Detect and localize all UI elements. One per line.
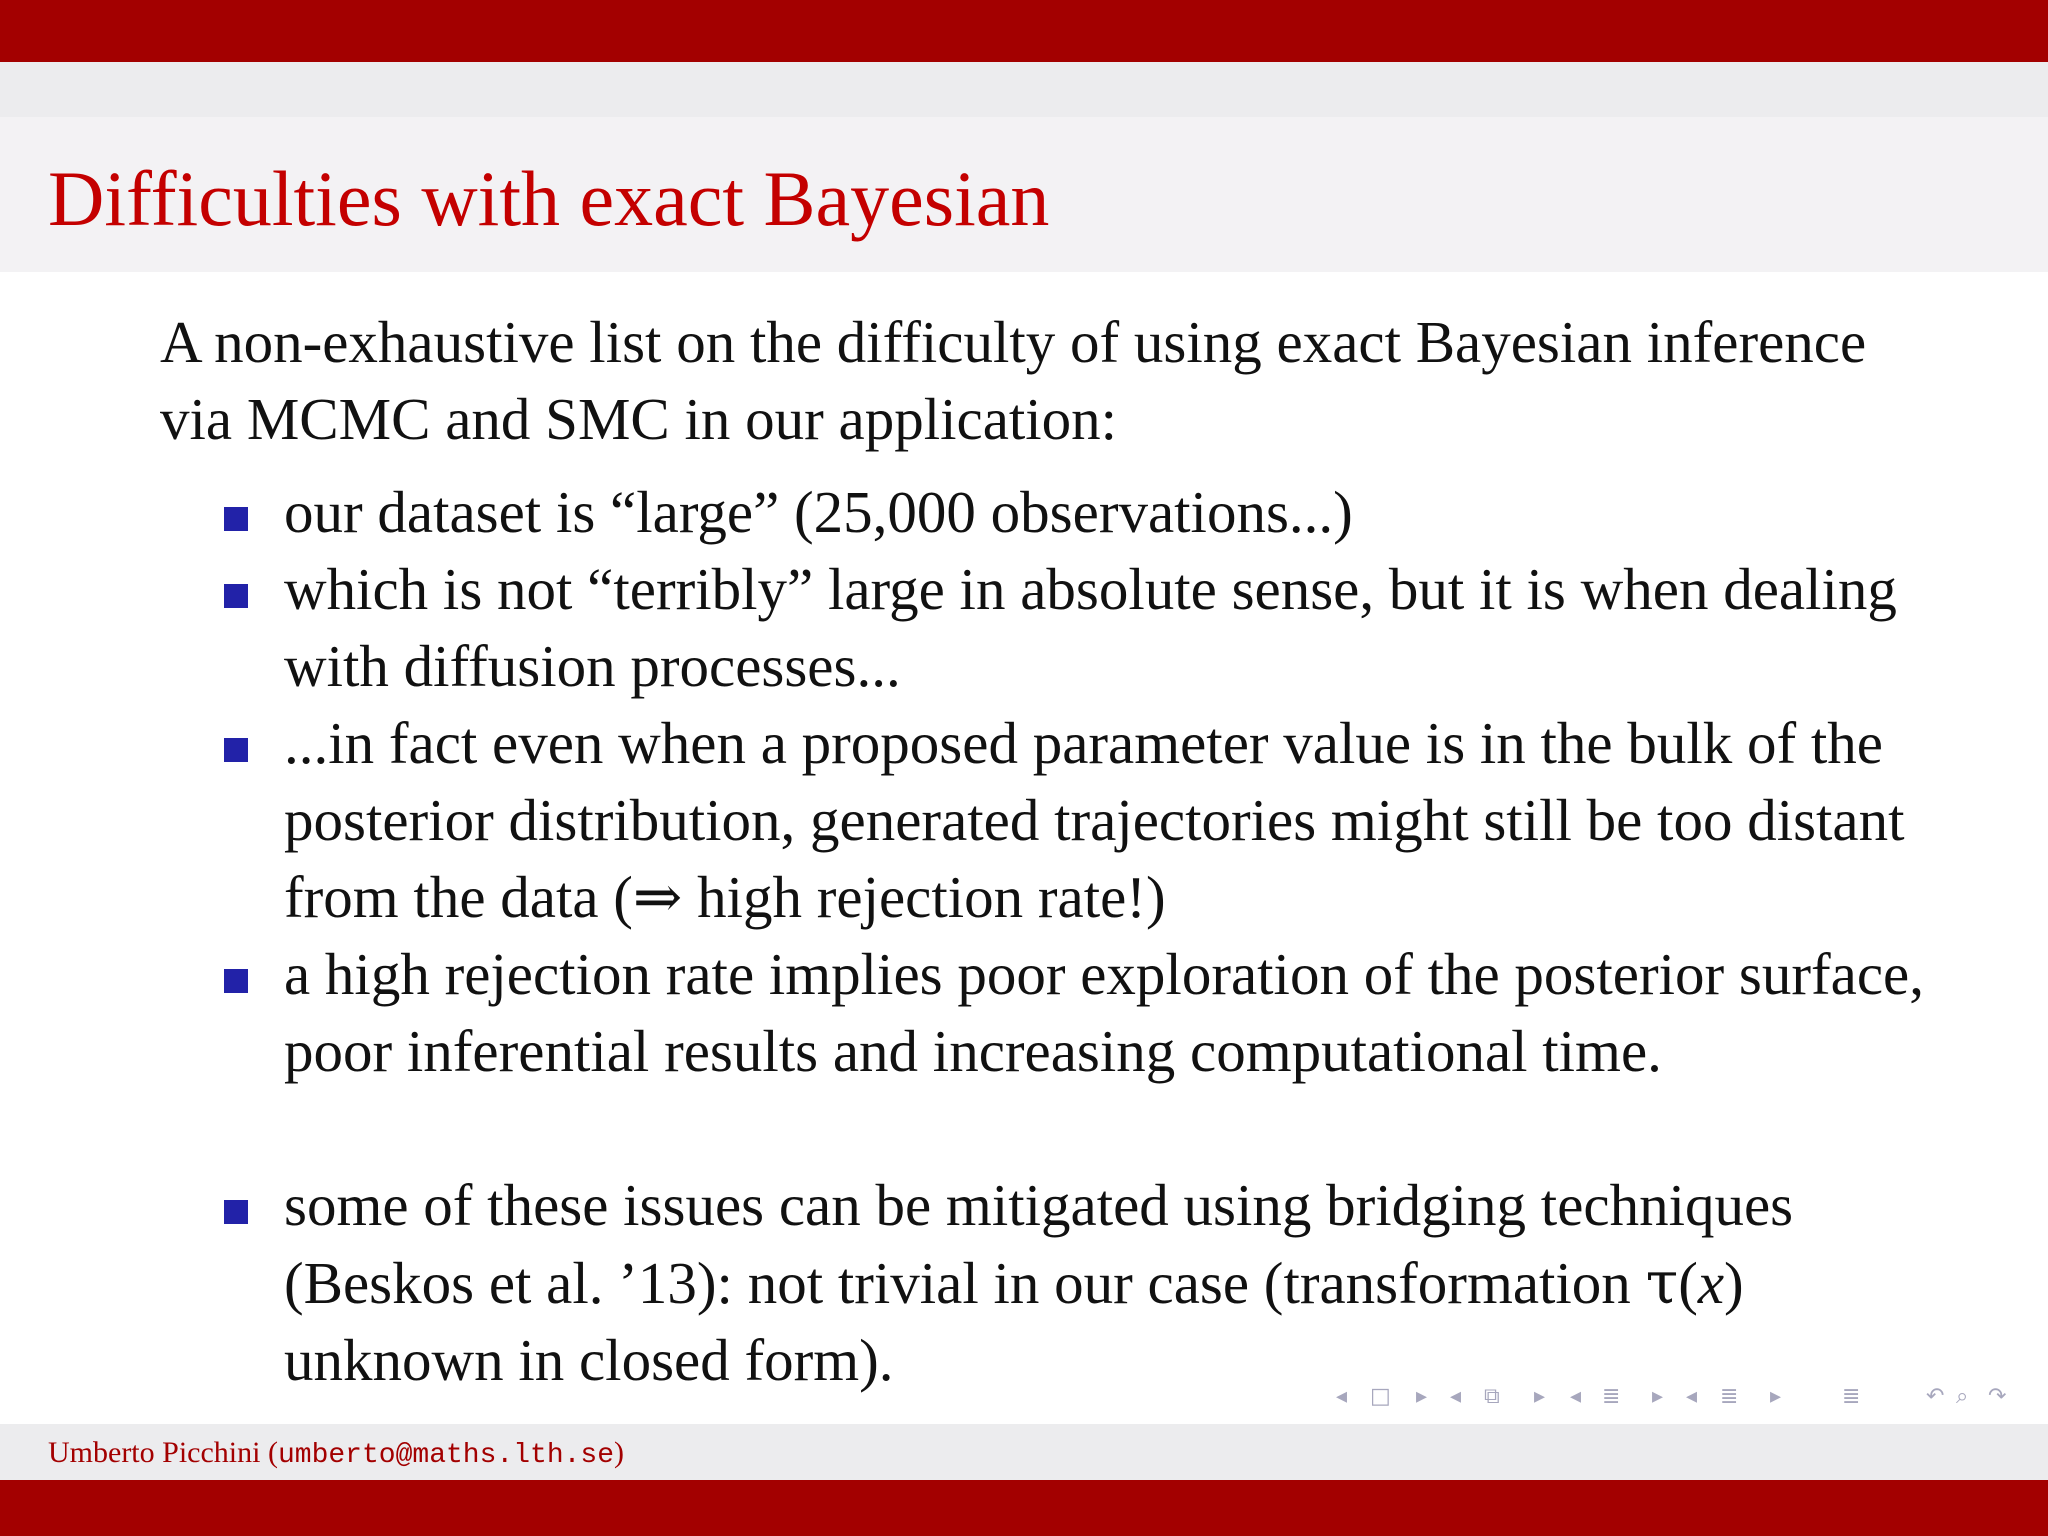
list-item: our dataset is “large” (25,000 observations...) (284, 479, 1353, 545)
nav-slide-icon[interactable]: ⧉ (1484, 1384, 1500, 1409)
bullet-marker (224, 738, 264, 778)
nav-frame-icon[interactable]: □ (1370, 1384, 1391, 1409)
beamer-navigation (1336, 1380, 2036, 1414)
bullet-marker (224, 507, 264, 547)
nav-prev-slide-icon[interactable]: ◂ (1450, 1384, 1462, 1409)
nav-undo-icon[interactable]: ↶ (1926, 1384, 1945, 1409)
list-item: a high rejection rate implies poor exploration of the posterior surface, poor inferential results and increasing computational time. (284, 941, 1924, 1084)
nav-subsection-icon[interactable]: ≣ (1720, 1384, 1739, 1409)
nav-prev-frame-icon[interactable]: ◂ (1336, 1384, 1348, 1409)
nav-prev-subsection-icon[interactable]: ◂ (1686, 1384, 1698, 1409)
slide-title: Difficulties with exact Bayesian (48, 155, 1050, 242)
nav-redo-icon[interactable]: ↷ (1988, 1384, 2007, 1409)
list-item: which is not “terribly” large in absolute sense, but it is when dealing with diffusion processes... (284, 556, 1897, 699)
nav-section-icon[interactable]: ≣ (1602, 1384, 1621, 1409)
list-item (284, 1167, 1924, 1399)
email-open: ( (260, 1436, 278, 1469)
author-name: Umberto Picchini (48, 1436, 261, 1469)
list-item: ...in fact even when a proposed parameter value is in the bulk of the posterior distribution, generated trajectories might still be too distant from the data (⇒ high rejection rate!) (284, 710, 1905, 930)
nav-next-frame-icon[interactable]: ▸ (1416, 1384, 1428, 1409)
nav-toc-icon[interactable]: ≣ (1842, 1384, 1861, 1409)
item-prefix: some of these issues can be mitigated using bridging techniques (Beskos et al. ’13): not trivial in our case (transformation (284, 1172, 1794, 1316)
nav-next-slide-icon[interactable]: ▸ (1534, 1384, 1546, 1409)
bullet-marker (224, 969, 264, 1009)
nav-next-section-icon[interactable]: ▸ (1652, 1384, 1664, 1409)
tau-symbol: τ (1645, 1248, 1679, 1317)
paren-close: ) (1724, 1250, 1744, 1316)
bullet-marker (224, 584, 264, 624)
email-close: ) (614, 1436, 625, 1469)
paren-open: ( (1678, 1250, 1698, 1316)
footer-credit (48, 1436, 624, 1473)
nav-search-icon[interactable]: ⌕ (1956, 1384, 1969, 1409)
item-suffix: unknown in closed form). (284, 1327, 894, 1393)
bullet-marker (224, 1200, 264, 1240)
nav-next-subsection-icon[interactable]: ▸ (1770, 1384, 1782, 1409)
nav-prev-section-icon[interactable]: ◂ (1570, 1384, 1582, 1409)
intro-text: A non-exhaustive list on the difficulty of using exact Bayesian inference via MCMC and SMC in our application: (160, 309, 1867, 452)
author-email: umberto@maths.lth.se (277, 1440, 615, 1471)
math-x: x (1697, 1250, 1725, 1316)
bottom-bar (0, 1480, 2048, 1536)
